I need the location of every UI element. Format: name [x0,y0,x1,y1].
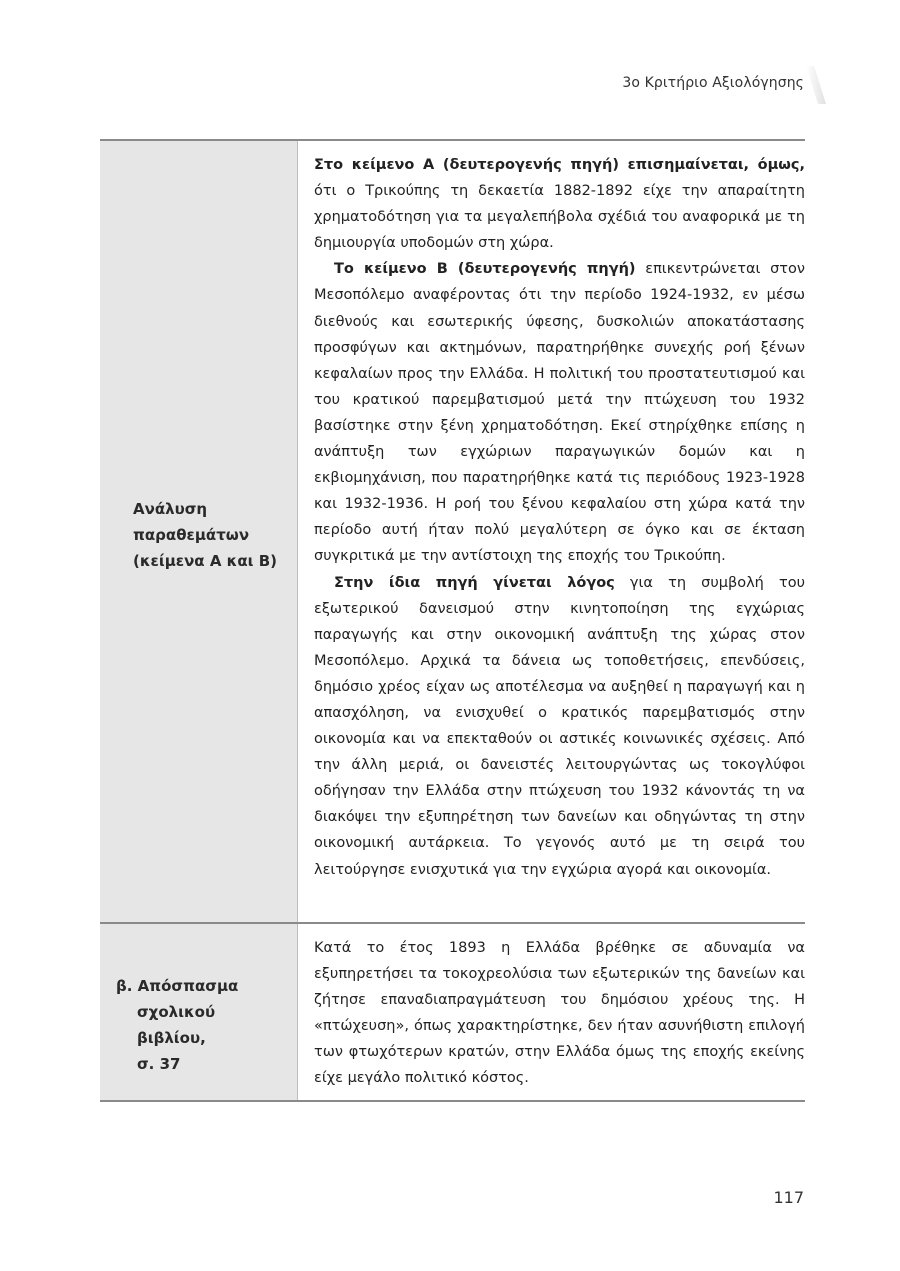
row-content-cell [298,141,805,924]
paragraph-text: για τη συμβολή του εξωτερικού δανεισμού στην κινητοποίηση της εγχώριας παραγωγής και στην οικονομική ανάπτυξη της χώρας στον Μεσοπόλεμο. Αρχικά τα δάνεια ως τοποθετήσεις, επενδύσεις, δημόσιο χρέος είχαν ως αποτέλεσμα να αυξηθεί η παραγωγή και η απασχόληση, να ενισχυθεί ο κρατικός παρεμβατισμός στην οικονομία και να επεκταθούν οι αστικές κοινωνικές σχέσεις. Από την άλλη μεριά, οι δανειστές λειτουργώντας ως τοκογλύφοι οδήγησαν την Ελλάδα στην πτώχευση του 1932 κάνοντάς τη να διακόψει την εξυπηρέτηση των δανείων και οδηγώντας τη στην οικονομική αυτάρκεια. Το γεγονός αυτό με τη σειρά του λειτούργησε ενισχυτικά για την εγχώρια αγορά και οικονομία. [314,574,805,878]
table-row-excerpt [100,922,805,1102]
paragraph-text: ότι ο Τρικούπης τη δεκαετία 1882-1892 είχε την απαραίτητη χρηματοδότηση για τα μεγαλεπήβολα σχέδιά του αναφορικά με τη δημιουργία υποδομών στη χώρα. [314,183,805,252]
paragraph-lead: Στο κείμενο Α (δευτερογενής πηγή) επισημαίνεται, όμως, [314,157,805,173]
paragraph: Κατά το έτος 1893 η Ελλάδα βρέθηκε σε αδυναμία να εξυπηρετήσει τα τοκοχρεολύσια των εξωτερικών της δανείων και ζήτησε επαναδιαπραγμάτευση του δημόσιου χρέους της. Η «πτώχευση», όπως χαρακτηρίστηκε, δεν ήταν ασυνήθιστη επιλογή των φτωχότερων κρατών, στην Ελλάδα όμως της εποχής εκείνης είχε μεγάλο πολιτικό κόστος. [314,940,805,1087]
label-line: σχολικού βιβλίου, [137,1003,216,1047]
paragraph [314,570,805,883]
label-line: β. Απόσπασμα [116,977,239,995]
header-decoration [806,66,826,104]
running-title: 3ο Κριτήριο Αξιολόγησης [622,75,804,91]
row-label-cell [100,924,298,1100]
row-content-cell [298,924,805,1100]
label-line: παραθεμάτων [133,526,250,544]
label-line: (κείμενα Α και Β) [133,552,277,570]
paragraph-lead: Το κείμενο Β (δευτερογενής πηγή) [334,261,636,278]
row-label [116,973,289,1077]
page-number: 117 [773,1188,804,1207]
label-line: Ανάλυση [133,500,208,518]
table-row-analysis [100,139,805,924]
row-label-cell [100,141,298,924]
paragraph [314,152,805,256]
row-label [133,496,289,574]
paragraph [314,256,805,569]
paragraph-lead: Στην ίδια πηγή γίνεται λόγος [334,574,615,591]
label-line: σ. 37 [137,1055,181,1073]
paragraph-text: επικεντρώνεται στον Μεσοπόλεμο αναφέροντας ότι την περίοδο 1924-1932, εν μέσω διεθνούς και εσωτερικής ύφεσης, δυσκολιών αποκατάστασης προσφύγων και ακτημόνων, παρατηρήθηκε συνεχής ροή ξένων κεφαλαίων προς την Ελλάδα. Η πολιτική του προστατευτισμού και του κρατικού παρεμβατισμού μετά την πτώχευση του 1932 βασίστηκε στην ξένη χρηματοδότηση. Εκεί στηρίχθηκε επίσης η ανάπτυξη των εγχώριων παραγωγικών δομών και η εκβιομηχάνιση, που παρατηρήθηκε κατά τις περιόδους 1923-1928 και 1932-1936. Η ροή του ξένου κεφαλαίου στη χώρα κατά την περίοδο αυτή ήταν πολύ μεγαλύτερη σε όγκο και σε έκταση συγκριτικά με την αντίστοιχη της εποχής του Τρικούπη. [314,261,805,565]
